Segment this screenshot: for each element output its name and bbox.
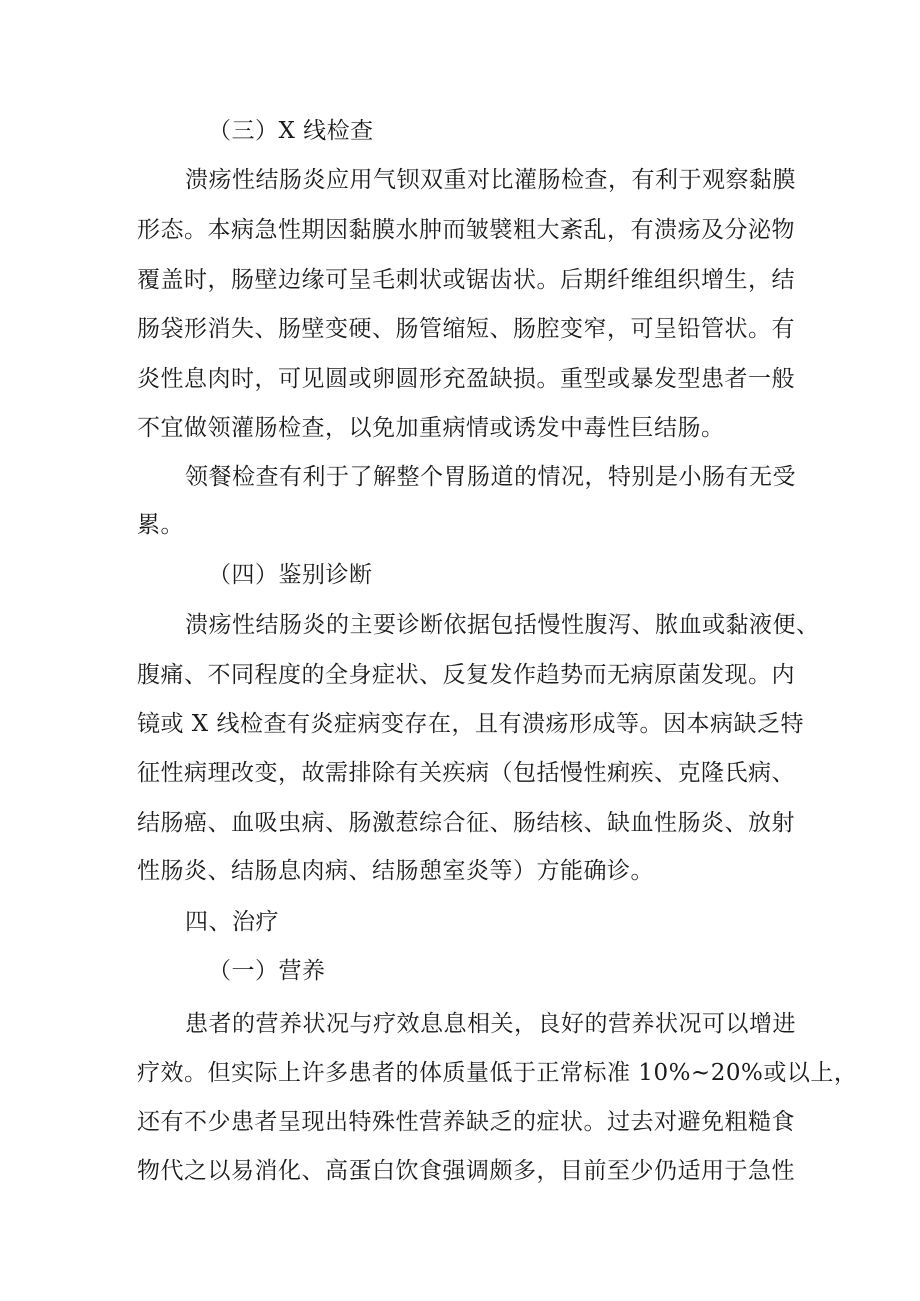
paragraph-line: 疗效。但实际上许多患者的体质量低于正常标准 10%~20%或以上， xyxy=(137,1060,858,1086)
paragraph-line: 性肠炎、结肠息肉病、结肠憩室炎等）方能确诊。 xyxy=(137,858,654,884)
paragraph-line: 还有不少患者呈现出特殊性营养缺乏的症状。过去对避免粗糙食 xyxy=(137,1109,795,1135)
section-heading-x-ray: （三）X 线检查 xyxy=(208,118,374,144)
paragraph-line: 覆盖时，肠壁边缘可呈毛刺状或锯齿状。后期纤维组织增生，结 xyxy=(137,267,795,293)
section-heading-nutrition: （一）营养 xyxy=(208,958,326,984)
paragraph-line: 结肠癌、血吸虫病、肠激惹综合征、肠结核、缺血性肠炎、放射 xyxy=(137,810,795,836)
paragraph-line: 炎性息肉时，可见圆或卵圆形充盈缺损。重型或暴发型患者一般 xyxy=(137,366,795,392)
section-heading-differential-diagnosis: （四）鉴别诊断 xyxy=(208,562,373,588)
paragraph-line: 患者的营养状况与疗效息息相关，良好的营养状况可以增进 xyxy=(185,1011,796,1037)
paragraph-line: 溃疡性结肠炎的主要诊断依据包括慢性腹泻、脓血或黏液便、 xyxy=(185,612,820,638)
chapter-heading-treatment: 四、治疗 xyxy=(185,909,279,935)
paragraph-line: 溃疡性结肠炎应用气钡双重对比灌肠检查，有利于观察黏膜 xyxy=(185,167,796,193)
paragraph-line: 物代之以易消化、高蛋白饮食强调颇多，目前至少仍适用于急性 xyxy=(137,1158,795,1184)
paragraph-line: 腹痛、不同程度的全身症状、反复发作趋势而无病原菌发现。内 xyxy=(137,662,795,688)
paragraph-line: 领餐检查有利于了解整个胃肠道的情况，特别是小肠有无受 xyxy=(185,464,796,490)
paragraph-line: 形态。本病急性期因黏膜水肿而皱襞粗大紊乱，有溃疡及分泌物 xyxy=(137,217,795,243)
paragraph-line: 累。 xyxy=(137,512,184,538)
paragraph-line: 不宜做领灌肠检查，以免加重病情或诱发中毒性巨结肠。 xyxy=(137,415,725,441)
paragraph-line: 镜或 X 线检查有炎症病变存在，且有溃疡形成等。因本病缺乏特 xyxy=(137,711,804,737)
paragraph-line: 肠袋形消失、肠壁变硬、肠管缩短、肠腔变窄，可呈铅管状。有 xyxy=(137,316,795,342)
paragraph-line: 征性病理改变，故需排除有关疾病（包括慢性痢疾、克隆氏病、 xyxy=(137,760,795,786)
